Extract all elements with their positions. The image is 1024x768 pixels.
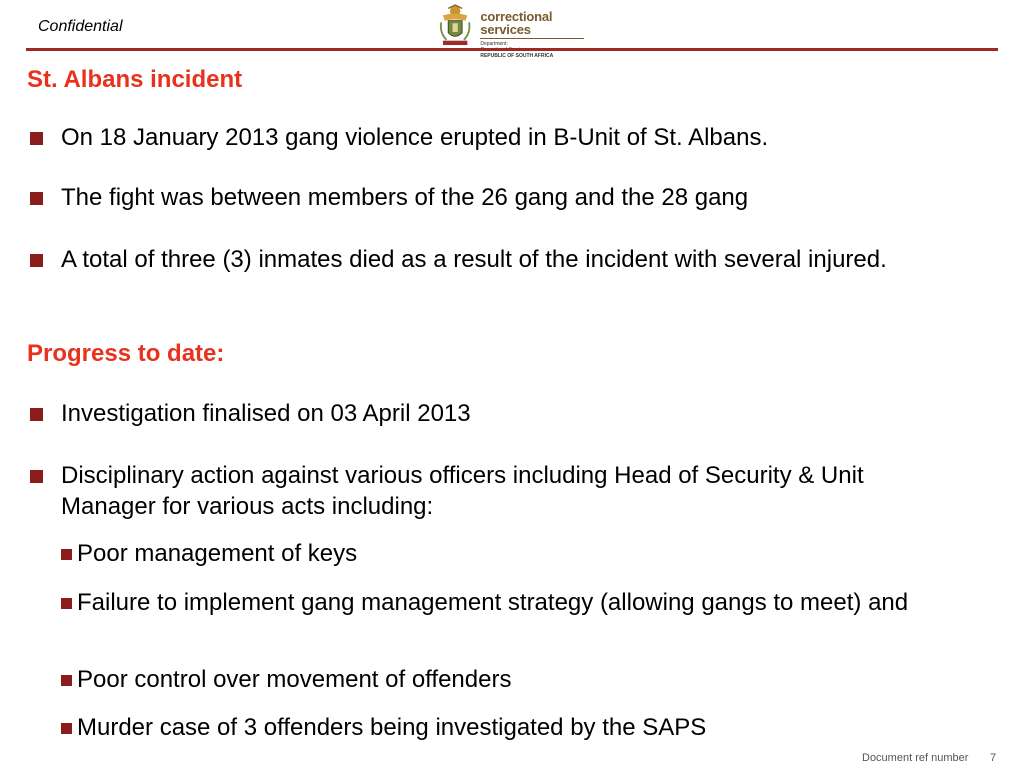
bullet-text: The fight was between members of the 26 gang and the 28 gang bbox=[61, 184, 749, 211]
square-bullet-icon bbox=[61, 549, 72, 560]
document-ref: Document ref number bbox=[862, 752, 969, 764]
bullet-text: On 18 January 2013 gang violence erupted in B-Unit of St. Albans. bbox=[61, 124, 769, 151]
square-bullet-icon bbox=[30, 408, 43, 421]
header-rule bbox=[26, 48, 998, 51]
square-bullet-icon bbox=[61, 723, 72, 734]
square-bullet-icon bbox=[30, 132, 43, 145]
bullet-item bbox=[27, 460, 961, 522]
page-number: 7 bbox=[990, 752, 997, 764]
sub-bullet-text: Failure to implement gang management strategy (allowing gangs to meet) and bbox=[77, 589, 909, 616]
sub-bullet-item bbox=[61, 664, 937, 695]
square-bullet-icon bbox=[30, 192, 43, 205]
sub-bullet-text: Murder case of 3 offenders being investigated by the SAPS bbox=[77, 714, 707, 741]
sub-bullet-item bbox=[61, 587, 937, 618]
bullet-text: Disciplinary action against various officers including Head of Security & Unit Manager for various acts including: bbox=[61, 462, 864, 520]
section-heading: Progress to date: bbox=[27, 340, 225, 367]
sub-bullet-text: Poor management of keys bbox=[77, 540, 358, 567]
square-bullet-icon bbox=[30, 254, 43, 267]
department-logo bbox=[436, 0, 590, 59]
square-bullet-icon bbox=[30, 470, 43, 483]
logo-divider bbox=[480, 38, 584, 39]
confidential-label: Confidential bbox=[38, 18, 123, 35]
sub-bullet-item bbox=[61, 538, 937, 569]
bullet-text: A total of three (3) inmates died as a result of the incident with several injured. bbox=[61, 246, 887, 273]
bullet-item bbox=[27, 244, 951, 275]
slide-title: St. Albans incident bbox=[27, 66, 243, 93]
logo-sub-department: Department: bbox=[480, 41, 508, 47]
logo-sub-country: REPUBLIC OF SOUTH AFRICA bbox=[480, 53, 554, 59]
square-bullet-icon bbox=[61, 598, 72, 609]
bullet-text: Investigation finalised on 03 April 2013 bbox=[61, 400, 471, 427]
sub-bullet-text: Poor control over movement of offenders bbox=[77, 666, 512, 693]
bullet-item bbox=[27, 398, 961, 429]
bullet-item bbox=[27, 182, 961, 213]
logo-title: correctional services bbox=[480, 9, 553, 37]
bullet-item bbox=[27, 122, 961, 153]
square-bullet-icon bbox=[61, 675, 72, 686]
sub-bullet-item bbox=[61, 712, 937, 743]
coat-of-arms-icon bbox=[436, 0, 474, 50]
